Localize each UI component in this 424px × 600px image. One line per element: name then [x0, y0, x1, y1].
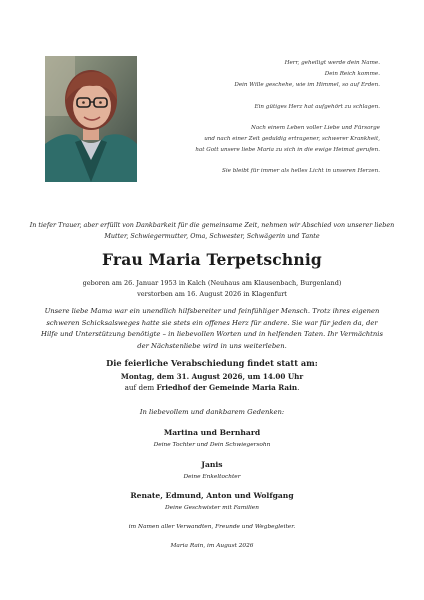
mourner-name: Renate, Edmund, Anton und Wolfgang [130, 491, 294, 500]
mourner-name: Janis [201, 460, 223, 469]
verse-line: hat Gott unsere liebe Maria zu sich in die ewige Heimat gerufen. [195, 147, 380, 154]
verse-line: Ein gütiges Herz hat aufgehört zu schlagen. [254, 103, 380, 110]
verse-line: Dein Reich komme. [324, 71, 380, 78]
ceremony-title: Die feierliche Verabschiedung findet statt am: [106, 358, 318, 368]
mourner-relation: Deine Enkeltochter [183, 474, 241, 480]
verse-line: Herr, geheiligt werde dein Name. [284, 60, 380, 66]
portrait-photo [45, 56, 137, 182]
mourner-relation: Deine Tochter und Dein Schwiegersohn [153, 442, 271, 448]
ceremony-location-prefix: auf dem [124, 383, 155, 392]
verse-line: Dein Wille geschehe, wie im Himmel, so auf Erden. [234, 82, 380, 89]
mourner-relation: Deine Geschwister mit Familien [165, 505, 259, 511]
portrait-image [45, 56, 137, 182]
death-line: verstorben am 16. August 2026 in Klagenfurt [137, 290, 287, 298]
ceremony-location: Friedhof der Gemeinde Maria Rain [156, 383, 298, 392]
prayer-verse [150, 58, 380, 178]
memory-line: In liebevollem und dankbarem Gedenken: [139, 408, 285, 416]
ceremony-details [0, 371, 424, 393]
place-date: Maria Rain, im August 2026 [170, 543, 254, 549]
mourner-name: Martina und Bernhard [163, 428, 261, 437]
deceased-name: Frau Maria Terpetschnig [102, 250, 322, 269]
verse-line: und nach einer Zeit geduldig ertragener, schwerer Krankheit, [204, 136, 380, 143]
life-dates [0, 278, 424, 300]
verse-line: Sie bleibt für immer als helles Licht in unseren Herzen. [222, 168, 380, 175]
ceremony-location-suffix: . [297, 383, 300, 392]
relatives-line: im Namen aller Verwandten, Freunde und Wegbegleiter. [128, 524, 296, 530]
ceremony-date-time: Montag, dem 31. August 2026, um 14.00 Uhr [120, 372, 304, 381]
tribute-text: Unsere liebe Mama war ein unendlich hilfsbereiter und feinfühliger Mensch. Trotz ihres eigenen schweren Schicksalsweges hatte sie stets ein offenes Herz für andere. Sie war für jeden da, der Hilfe und Unterstützung benötigte – in liebevollen Worten und in helfenden Taten. Ihr Vermächtnis der Nächstenliebe wird in uns weiterleben. [41, 307, 383, 350]
birth-line: geboren am 26. Januar 1953 in Kalch (Neuhaus am Klausenbach, Burgenland) [82, 279, 342, 287]
intro-text: In tiefer Trauer, aber erfüllt von Dankbarkeit für die gemeinsame Zeit, nehmen wir Abschied von unserer lieben Mutter, Schwiegermutter, Oma, Schwester, Schwägerin und Tante [29, 221, 395, 240]
verse-line: Nach einem Leben voller Liebe und Fürsorge [250, 124, 380, 131]
